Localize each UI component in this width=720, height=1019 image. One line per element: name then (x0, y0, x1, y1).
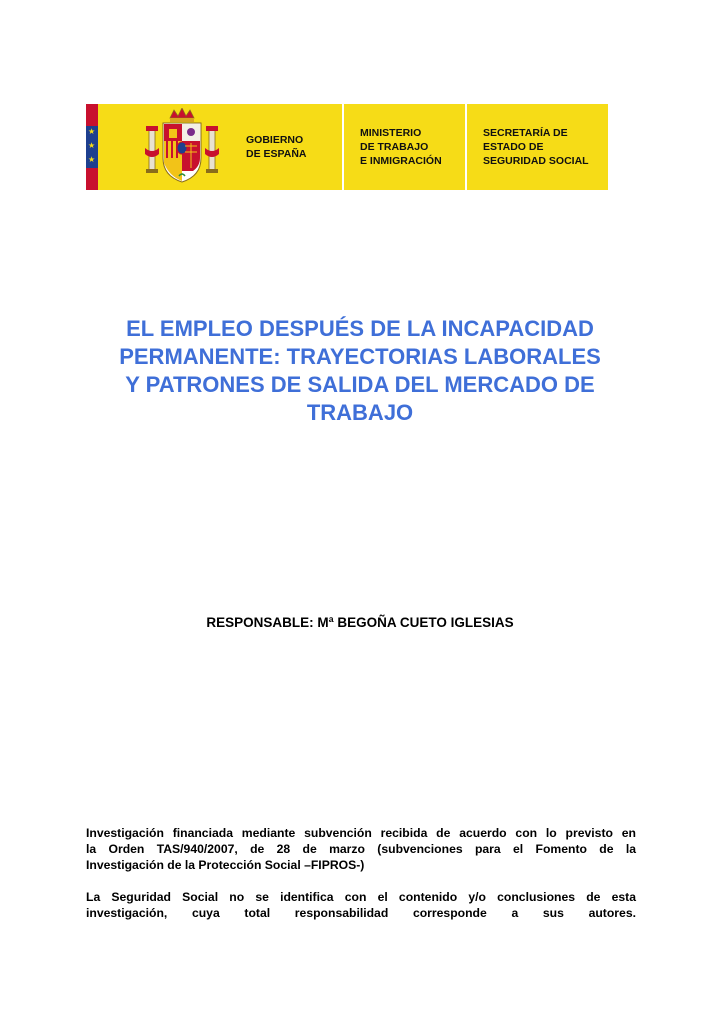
disclaimer-line-2: investigación, cuya total responsabilidad corresponde a sus autores. (86, 906, 636, 920)
funding-note-line-1: Investigación financiada mediante subvención recibida de acuerdo con lo previsto en (86, 826, 636, 840)
star-icon: ★ (88, 141, 96, 150)
responsable-line: RESPONSABLE: Mª BEGOÑA CUETO IGLESIAS (206, 615, 514, 630)
secretaria-line-2: ESTADO DE (483, 141, 544, 153)
disclaimer-line-1: La Seguridad Social no se identifica con el contenido y/o conclusiones de esta (86, 890, 636, 904)
secretaria-line-1: SECRETARÍA DE (483, 127, 568, 139)
funding-note-line-2: la Orden TAS/940/2007, de 28 de marzo (subvenciones para el Fomento de la (86, 842, 636, 856)
gobierno-line-2: DE ESPAÑA (246, 148, 307, 160)
star-icon: ★ (88, 155, 96, 164)
secretaria-line-3: SEGURIDAD SOCIAL (483, 155, 589, 167)
funding-note-line-3: Investigación de la Protección Social –FIPROS-) (86, 858, 365, 872)
gobierno-label (224, 104, 342, 190)
secretaria-label (467, 104, 608, 190)
ministerio-line-1: MINISTERIO (360, 127, 422, 139)
gobierno-line-1: GOBIERNO (246, 134, 304, 146)
government-header-banner (86, 104, 608, 190)
title-line-3: Y PATRONES DE SALIDA DEL MERCADO DE (125, 372, 595, 397)
funding-note (86, 825, 636, 873)
eu-flag-strip (86, 104, 98, 190)
document-title (80, 315, 640, 427)
ministerio-line-2: DE TRABAJO (360, 141, 429, 153)
disclaimer-note (86, 889, 636, 921)
title-line-4: TRABAJO (306, 400, 414, 425)
title-line-2: PERMANENTE: TRAYECTORIAS LABORALES (119, 344, 601, 369)
star-icon: ★ (88, 127, 96, 136)
ministerio-line-3: E INMIGRACIÓN (360, 155, 442, 167)
ministerio-label (344, 104, 465, 190)
footer-notes (86, 825, 636, 921)
title-line-1: EL EMPLEO DESPUÉS DE LA INCAPACIDAD (126, 316, 594, 341)
coat-of-arms-icon (98, 104, 224, 190)
